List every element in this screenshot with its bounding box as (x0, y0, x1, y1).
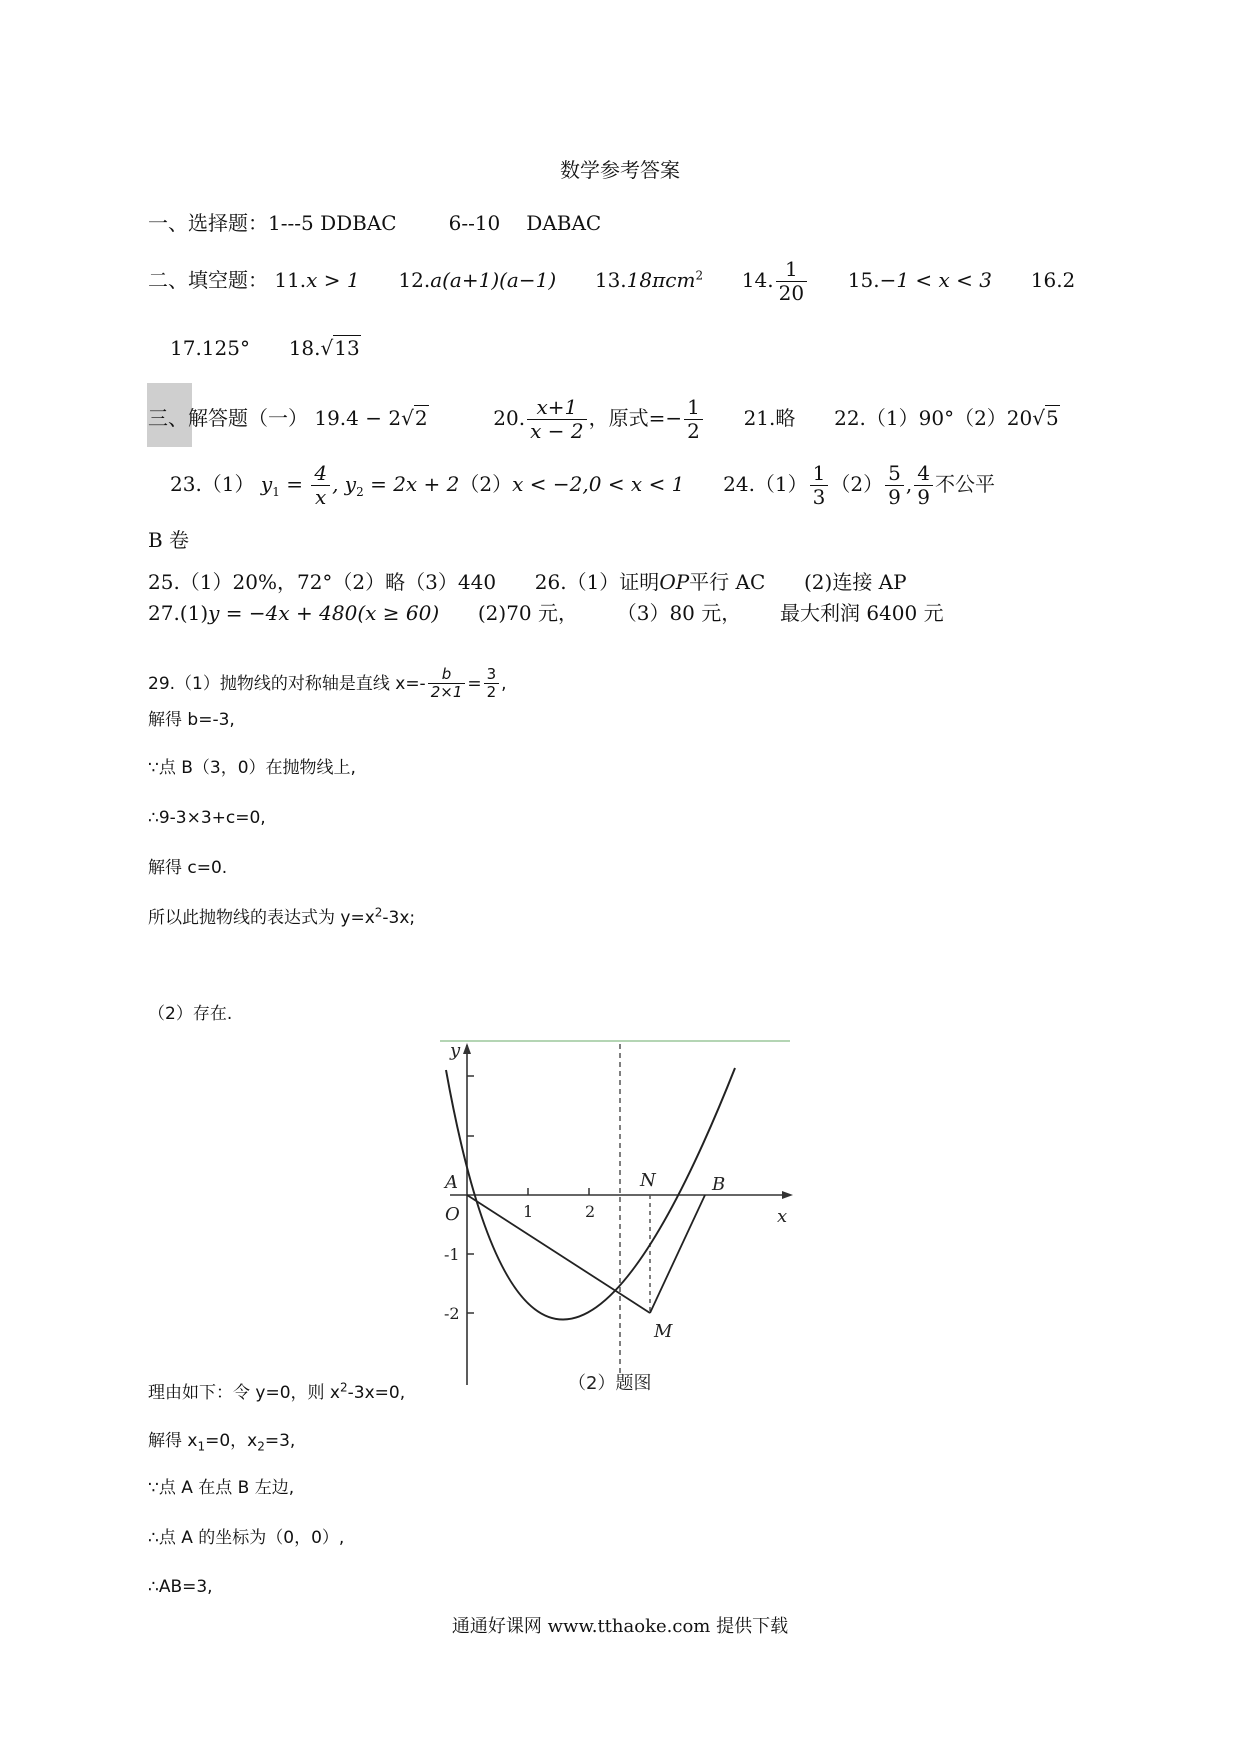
segment-am (467, 1195, 650, 1313)
q19-num: 19. (314, 406, 347, 430)
q24-numerator: 1 (810, 462, 829, 486)
q25-26-answers (148, 572, 907, 592)
y1-var: y (260, 472, 273, 496)
q13-num: 13. (594, 268, 627, 292)
q29-frac-b (428, 666, 466, 702)
multiple-choice-answers (148, 213, 601, 233)
q27-num: 27.(1) (148, 601, 209, 625)
y2-expr: = 2x + 2 (363, 472, 460, 496)
q29-3-num: 3 (484, 666, 500, 684)
solution-answers-1 (148, 396, 1060, 443)
q29-expr-b: -3x; (382, 908, 416, 928)
sec1-range-b: 6--10 (448, 211, 501, 235)
q29-sol-sub1: 1 (197, 1439, 206, 1454)
q11-answer: x > 1 (306, 268, 360, 292)
q25-answer: 25.（1）20%，72°（2）略（3）440 (148, 570, 497, 594)
q13-answer: 18πcm (626, 268, 696, 292)
q15-num: 15. (847, 268, 880, 292)
q29-line4: ∴9-3×3+c=0, (148, 808, 266, 828)
q29-line11: ∴点 A 的坐标为（0，0）, (148, 1528, 345, 1548)
q14-num: 14. (741, 268, 774, 292)
q29-sol-sub2: 2 (257, 1439, 265, 1454)
graph-caption: （2）题图 (568, 1373, 652, 1394)
q24-a-numerator: 5 (885, 462, 904, 486)
q24-conclusion: 不公平 (934, 472, 995, 496)
q19-radicand: 2 (414, 406, 428, 430)
q29-line10: ∵点 A 在点 B 左边, (148, 1478, 295, 1498)
fill-blank-answers (148, 258, 1075, 305)
y-axis-arrow (463, 1043, 471, 1054)
sec3-label-a: 三、 (148, 406, 188, 430)
x-tick-label-2: 2 (585, 1202, 596, 1221)
q29-b-den: 2×1 (430, 683, 463, 702)
q14-denominator: 20 (778, 281, 805, 305)
q13-exponent: 2 (695, 268, 704, 283)
q18-num: 18. (288, 336, 321, 360)
q24-num: 24.（1） (723, 472, 808, 496)
q20-denominator: x − 2 (530, 419, 584, 443)
q12-num: 12. (398, 268, 431, 292)
q24-fraction-b (914, 462, 933, 509)
page-footer: 通通好课网 www.tthaoke.com 提供下载 (451, 1616, 789, 1637)
x-tick-label-1: 1 (523, 1202, 534, 1221)
q29-line1 (148, 666, 507, 702)
page-title: 数学参考答案 (560, 158, 680, 182)
q27-function: y = −4x + 480(x ≥ 60) (208, 601, 440, 625)
q17-answer: 17.125° (170, 336, 250, 360)
fill-blank-answers-2 (170, 338, 361, 358)
eq-sign: = (279, 472, 310, 496)
q24-fraction-a (885, 462, 904, 509)
sec1-label: 一、选择题： (148, 211, 268, 235)
q15-answer: −1 < x < 3 (879, 268, 993, 292)
q20-numerator: x+1 (527, 396, 586, 420)
q24-comma: , (905, 472, 913, 496)
x-axis-label: x (777, 1206, 788, 1227)
q18-radicand: 13 (334, 336, 360, 360)
q19-answer: 4 − 2 (346, 406, 402, 430)
point-b-label: B (712, 1174, 726, 1195)
q27-max-profit: 最大利润 6400 元 (779, 601, 944, 625)
q29-let-a: 理由如下：令 y=0，则 x (148, 1383, 340, 1403)
q29-sol-a: 解得 x (148, 1431, 198, 1451)
q27-answers (148, 603, 944, 623)
origin-label: O (445, 1204, 460, 1225)
b-volume-label: B 卷 (148, 528, 190, 552)
q18-sqrt: √13 (320, 336, 360, 360)
q19-sqrt: √2 (401, 406, 428, 430)
q23-fraction (311, 462, 330, 509)
q23-num: 23.（1） (170, 472, 255, 496)
q29-line7: （2）存在. (148, 1004, 233, 1024)
q24-b-numerator: 4 (914, 462, 933, 486)
q23-numerator: 4 (311, 462, 330, 486)
q29-comma: , (501, 673, 507, 694)
q21-answer: 21.略 (743, 406, 796, 430)
q24-b-denominator: 9 (917, 485, 930, 509)
q14-fraction (776, 258, 807, 305)
y-axis-label: y (450, 1040, 461, 1061)
q22-answer: 22.（1）90°（2）20 (834, 406, 1033, 430)
q26-part2: (2)连接 AP (804, 570, 907, 594)
q29-line6 (148, 905, 416, 928)
q20-fraction (527, 396, 586, 443)
q29-sol-c: =3, (264, 1431, 296, 1451)
q29-expr-a: 所以此抛物线的表达式为 y=x (148, 908, 375, 928)
q29-line2: 解得 b=-3, (148, 710, 235, 730)
q20-value (684, 396, 703, 443)
q20-value-numerator: 1 (684, 396, 703, 420)
q12-answer: a(a+1)(a−1) (430, 268, 557, 292)
q20-value-denominator: 2 (687, 419, 700, 443)
q29-line9 (148, 1431, 296, 1454)
point-a-label: A (445, 1172, 458, 1193)
q29-let-exp: 2 (340, 1380, 348, 1395)
q16-answer: 16.2 (1030, 268, 1076, 292)
y-tick-label-minus2: -2 (444, 1304, 460, 1323)
q22-sqrt: √5 (1032, 406, 1059, 430)
q24-a-denominator: 9 (888, 485, 901, 509)
q23-denominator: x (315, 485, 327, 509)
sec3-label-b: 解答题（一） (188, 406, 308, 430)
q24-fraction (810, 462, 829, 509)
q29-b-num: b (428, 666, 466, 684)
q11-num: 11. (274, 268, 307, 292)
q29-3-den: 2 (486, 683, 497, 702)
q29-axis-text: 29.（1）抛物线的对称轴是直线 x=- (148, 673, 426, 694)
sec1-range-a: 1---5 DDBAC (268, 211, 397, 235)
x-axis-arrow (782, 1191, 793, 1199)
q22-radicand: 5 (1046, 406, 1059, 430)
q24-denominator: 3 (812, 485, 826, 509)
q27-part2: (2)70 元， (477, 601, 578, 625)
q14-numerator: 1 (776, 258, 807, 282)
q29-eq: = (467, 673, 482, 694)
q29-line3: ∵点 B（3，0）在抛物线上, (148, 758, 356, 778)
q29-line8 (148, 1380, 406, 1403)
y-tick-label-minus1: -1 (444, 1245, 460, 1264)
q20-num: 20. (493, 406, 526, 430)
point-n-label: N (640, 1170, 656, 1191)
q26-part1: 26.（1）证明 (534, 570, 660, 594)
q20-text: ，原式=− (588, 406, 683, 430)
y1-sub: 1 (272, 485, 280, 499)
q23-inequality: x < −2,0 < x < 1 (512, 472, 685, 496)
y2-var: , y (332, 472, 357, 496)
q26-op: OP (659, 570, 690, 594)
sec1-answers-b: DABAC (526, 211, 602, 235)
sec2-label: 二、填空题： (148, 268, 268, 292)
segment-mb (650, 1195, 705, 1313)
q23-part2: （2） (459, 472, 513, 496)
q29-expr-exp: 2 (374, 905, 383, 920)
point-m-label: M (654, 1321, 673, 1342)
y2-sub: 2 (356, 485, 364, 499)
parabola-graph (440, 1040, 800, 1405)
q29-line12: ∴AB=3, (148, 1577, 213, 1597)
solution-answers-2 (170, 462, 995, 509)
q27-part3: （3）80 元， (616, 601, 742, 625)
q29-frac-3-2 (484, 666, 500, 702)
q29-let-b: -3x=0, (347, 1383, 406, 1403)
parabola-curve (446, 1068, 735, 1320)
q26-part1b: 平行 AC (689, 570, 766, 594)
q29-line5: 解得 c=0. (148, 858, 228, 878)
q29-sol-b: =0，x (205, 1431, 258, 1451)
q24-part2: （2） (830, 472, 884, 496)
